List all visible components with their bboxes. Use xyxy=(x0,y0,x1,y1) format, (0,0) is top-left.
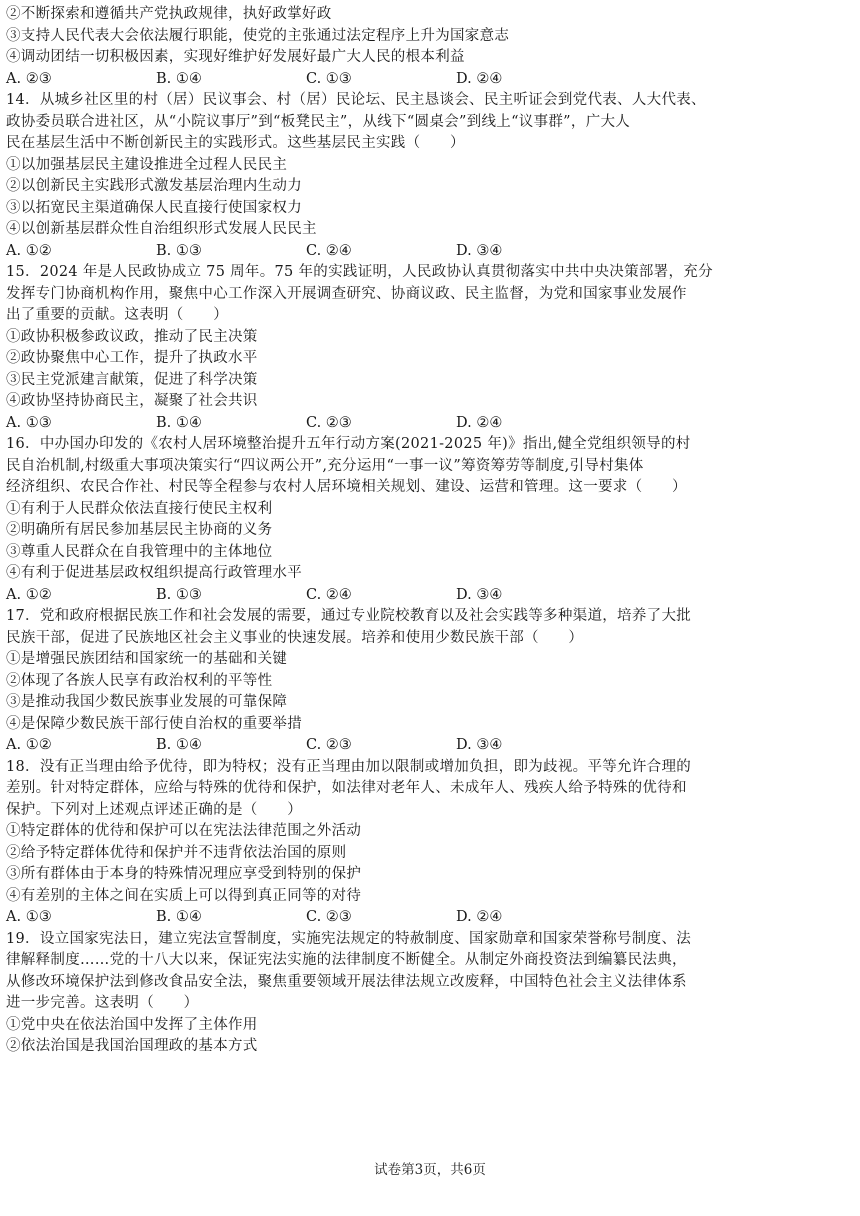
choice-b: B. ①④ xyxy=(156,414,202,431)
question-stem-line: 律解释制度……党的十八大以来，保证宪法实施的法律制度不断健全。从制定外商投资法到编纂民法典， xyxy=(6,952,687,968)
answer-choices xyxy=(6,585,854,607)
choice-c: C. ②③ xyxy=(306,909,352,925)
question-stem-line: 民在基层生活中不断创新民主的实践形式。这些基层民主实践（ ） xyxy=(6,135,465,151)
option-line: ③民主党派建言献策，促进了科学决策 xyxy=(6,371,258,388)
question-stem-line: 差别。针对特定群体，应给与特殊的优待和保护，如法律对老年人、未成年人、残疾人给予特殊的优待和 xyxy=(6,780,687,796)
option-line: ③支持人民代表大会依法履行职能，使党的主张通过法定程序上升为国家意志 xyxy=(6,27,510,44)
choice-c: C. ②③ xyxy=(306,414,352,431)
option-line: ②给予特定群体优待和保护并不违背依法治国的原则 xyxy=(6,844,347,861)
choice-d: D. ③④ xyxy=(456,242,503,259)
question-block xyxy=(6,757,854,929)
question-stem-line: 出了重要的贡献。这表明（ ） xyxy=(6,307,228,323)
choice-d: D. ③④ xyxy=(456,586,503,603)
question-stem-line: 经济组织、农民合作社、村民等全程参与农村人居环境相关规划、建设、运营和管理。这一要求（ ） xyxy=(6,479,687,495)
question-stem-line: 政协委员联合进社区，从“小院议事厅”到“板凳民主”，从线下“圆桌会”到线上“议事群”，广大人 xyxy=(6,113,631,130)
option-line: ④有利于促进基层政权组织提高行政管理水平 xyxy=(6,565,302,581)
choice-a: A. ①② xyxy=(6,242,52,259)
answer-choices xyxy=(6,735,854,757)
answer-choices xyxy=(6,69,854,91)
option-line: ①党中央在依法治国中发挥了主体作用 xyxy=(6,1016,258,1033)
option-line: ②政协聚焦中心工作，提升了执政水平 xyxy=(6,350,258,366)
option-line: ③尊重人民群众在自我管理中的主体地位 xyxy=(6,543,273,560)
choice-a: A. ①③ xyxy=(6,909,52,925)
option-line: ①是增强民族团结和国家统一的基础和关键 xyxy=(6,651,288,667)
question-stem-line: 保护。下列对上述观点评述正确的是（ ） xyxy=(6,801,302,818)
question-stem-line: 17．党和政府根据民族工作和社会发展的需要，通过专业院校教育以及社会实践等多种渠道，培养了大批 xyxy=(6,608,692,624)
option-line: ④有差别的主体之间在实质上可以得到真正同等的对待 xyxy=(6,887,362,904)
question-block xyxy=(6,434,854,606)
option-line: ④是保障少数民族干部行使自治权的重要举措 xyxy=(6,715,302,732)
question-stem-line: 15．2024 年是人民政协成立 75 周年。75 年的实践证明，人民政协认真贯彻落实中共中央决策部署，充分 xyxy=(6,264,713,280)
question-stem-line: 从修改环境保护法到修改食品安全法，聚焦重要领域开展法律法规立改废释，中国特色社会主义法律体系 xyxy=(6,973,687,990)
question-stem-line: 19．设立国家宪法日，建立宪法宣誓制度，实施宪法规定的特赦制度、国家勋章和国家荣誉称号制度、法 xyxy=(6,930,692,947)
choice-d: D. ②④ xyxy=(456,414,503,431)
page-footer: 试卷第3页，共6页 xyxy=(374,1162,486,1178)
option-line: ②以创新民主实践形式激发基层治理内生动力 xyxy=(6,178,302,194)
option-line: ④调动团结一切积极因素，实现好维护好发展好最广大人民的根本利益 xyxy=(6,49,465,65)
option-line: ②体现了各族人民享有政治权利的平等性 xyxy=(6,672,273,689)
question-stem-line: 发挥专门协商机构作用，聚焦中心工作深入开展调查研究、协商议政、民主监督，为党和国家事业发展作 xyxy=(6,285,687,302)
question-block xyxy=(6,90,854,262)
question-block xyxy=(6,606,854,757)
choice-d: D. ②④ xyxy=(456,70,503,87)
choice-d: D. ③④ xyxy=(456,737,503,753)
option-line: ①特定群体的优待和保护可以在宪法法律范围之外活动 xyxy=(6,823,362,839)
choice-b: B. ①④ xyxy=(156,909,202,925)
option-line: ③以拓宽民主渠道确保人民直接行使国家权力 xyxy=(6,199,302,216)
option-line: ①有利于人民群众依法直接行使民主权利 xyxy=(6,500,273,517)
option-line: ②明确所有居民参加基层民主协商的义务 xyxy=(6,522,273,538)
choice-c: C. ②④ xyxy=(306,242,352,259)
question-stem-line: 进一步完善。这表明（ ） xyxy=(6,995,199,1011)
choice-a: A. ①③ xyxy=(6,414,52,431)
question-stem-line: 18．没有正当理由给予优待，即为特权；没有正当理由加以限制或增加负担，即为歧视。平等允许合理的 xyxy=(6,758,692,775)
exam-page xyxy=(6,4,854,1058)
choice-d: D. ②④ xyxy=(456,909,503,925)
question-block xyxy=(6,929,854,1058)
option-line: ②不断探索和遵循共产党执政规律，执好政掌好政 xyxy=(6,6,332,22)
question-stem-line: 14．从城乡社区里的村（居）民议事会、村（居）民论坛、民主恳谈会、民主听证会到党代表、人大代表、 xyxy=(6,92,706,108)
option-line: ①政协积极参政议政，推动了民主决策 xyxy=(6,328,258,345)
answer-choices xyxy=(6,413,854,435)
option-line: ③是推动我国少数民族事业发展的可靠保障 xyxy=(6,694,288,710)
question-stem-line: 16．中办国办印发的《农村人居环境整治提升五年行动方案(2021-2025 年)》指出,健全党组织领导的村 xyxy=(6,436,691,452)
choice-b: B. ①④ xyxy=(156,737,202,753)
choice-a: A. ①② xyxy=(6,737,52,753)
question-stem-line: 民自治机制,村级重大事项决策实行“四议两公开”,充分运用“一事一议”筹资筹劳等制度,引导村集体 xyxy=(6,457,644,474)
choice-a: A. ②③ xyxy=(6,70,52,87)
option-line: ③所有群体由于本身的特殊情况理应享受到特别的保护 xyxy=(6,866,362,882)
choice-b: B. ①③ xyxy=(156,242,202,259)
intro-block xyxy=(6,4,854,90)
choice-c: C. ①③ xyxy=(306,70,352,87)
choice-b: B. ①③ xyxy=(156,586,202,603)
question-block xyxy=(6,262,854,434)
answer-choices xyxy=(6,241,854,263)
option-line: ①以加强基层民主建设推进全过程人民民主 xyxy=(6,156,288,173)
choice-b: B. ①④ xyxy=(156,70,202,87)
question-list xyxy=(6,90,854,1058)
question-stem-line: 民族干部，促进了民族地区社会主义事业的快速发展。培养和使用少数民族干部（ ） xyxy=(6,629,584,646)
answer-choices xyxy=(6,907,854,929)
choice-c: C. ②④ xyxy=(306,586,352,603)
option-line: ④以创新基层群众性自治组织形式发展人民民主 xyxy=(6,221,317,237)
choice-a: A. ①② xyxy=(6,586,52,603)
option-line: ②依法治国是我国治国理政的基本方式 xyxy=(6,1038,258,1054)
choice-c: C. ②③ xyxy=(306,737,352,753)
option-line: ④政协坚持协商民主，凝聚了社会共识 xyxy=(6,393,258,409)
